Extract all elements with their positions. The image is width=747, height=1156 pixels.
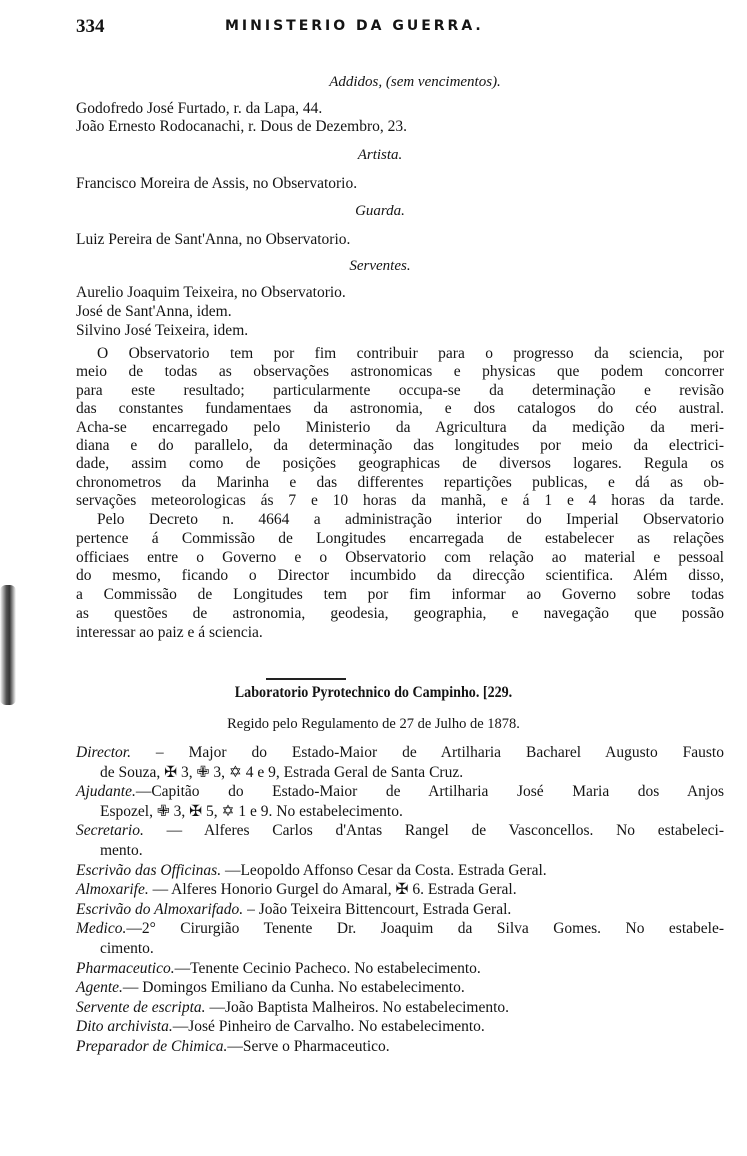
paragraph-line: das constantes fundamentaes da astronomia, e dos catalogos do céo austral. [76,400,724,418]
staff-details: —2° Cirurgião Tenente Dr. Joaquim da Silva Gomes. No estabele- [126,920,724,938]
list-item: Aurelio Joaquim Teixeira, no Observatorio. [76,284,346,301]
paragraph-line: officiaes entre o Governo e o Observatorio com relação ao material e pessoal [76,548,724,566]
staff-details: – Major do Estado-Maior de Artilharia Bacharel Augusto Fausto [130,744,724,761]
staff-role: Escrivão do Almoxarifado. [76,900,244,918]
staff-entry [76,782,724,801]
staff-role: Almoxarife. [76,881,149,899]
list-item: José de Sant'Anna, idem. [76,303,232,320]
section-title-artista: Artista. [357,147,403,163]
staff-entry [76,978,724,997]
staff-entry [76,919,724,938]
list-item: Luiz Pereira de Sant'Anna, no Observatorio. [76,231,351,248]
staff-details: —Serve o Pharmaceutico. [227,1038,390,1055]
paragraph-line: O Observatorio tem por fim contribuir para o progresso da sciencia, por [97,345,724,362]
staff-details: — Alferes Carlos d'Antas Rangel de Vasconcellos. No estabeleci- [143,822,724,840]
staff-details: — Alferes Honorio Gurgel do Amaral, ✠ 6. Estrada Geral. [148,881,517,899]
paragraph-line: a Commissão de Longitudes tem por fim informar ao Governo sobre todas [76,586,724,604]
staff-details: —João Baptista Malheiros. No estabelecimento. [205,998,510,1016]
section-title-addidos: Addidos, (sem vencimentos). [329,74,501,90]
paragraph-line: Pelo Decreto n. 4664 a administração interior do Imperial Observatorio [97,511,724,528]
staff-entry-continuation: mento. [100,842,143,859]
paragraph-line: para este resultado; particularmente occupa-se da determinação e revisão [76,381,724,399]
running-head: MINISTERIO DA GUERRA. [225,18,484,34]
section-divider [266,678,346,680]
paragraph-line: interessar ao paiz e á sciencia. [76,623,263,641]
staff-details: —José Pinheiro de Carvalho. No estabelecimento. [172,1018,485,1036]
list-item: João Ernesto Rodocanachi, r. Dous de Dezembro, 23. [76,118,408,135]
staff-entry [76,959,724,978]
page-number: 334 [76,16,105,37]
staff-entry [76,998,724,1017]
paragraph-line: pertence á Commissão de Longitudes encarregada de estabelecer as relações [76,529,724,547]
staff-role: Ajudante. [76,783,136,801]
staff-details: —Leopoldo Affonso Cesar da Costa. Estrada Geral. [221,861,547,879]
paragraph-line: meio de todas as observações astronomicas e physicas que podem concorrer [76,363,724,381]
list-item: Silvino José Teixeira, idem. [76,322,249,339]
paragraph-line: diana e do parallelo, da determinação das longitudes por meio da electrici- [76,437,724,454]
staff-entry-continuation: de Souza, ✠ 3, ✙ 3, ✡ 4 e 9, Estrada Geral de Santa Cruz. [100,763,464,781]
staff-role: Director. [76,744,131,761]
staff-role: Preparador de Chimica. [76,1038,228,1055]
paragraph-line: do mesmo, ficando o Director incumbido da direcção scientifica. Além disso, [76,567,724,585]
paragraph-line: dade, assim como de posições geographicas de diversos logares. Regula os [76,455,724,473]
list-item: Francisco Moreira de Assis, no Observatorio. [76,175,358,192]
staff-entry-continuation: Espozel, ✙ 3, ✠ 5, ✡ 1 e 9. No estabelecimento. [100,802,403,820]
paragraph-line: as questões de astronomia, geodesia, geographia, e navegação que possão [76,605,724,622]
staff-entry [76,861,724,880]
staff-details: — Domingos Emiliano da Cunha. No estabelecimento. [122,979,465,997]
staff-role: Escrivão das Officinas. [76,861,222,879]
staff-role: Pharmaceutico. [76,959,175,977]
staff-entry [76,1037,724,1056]
laboratorio-subtitle: Regido pelo Regulamento de 27 de Julho de 1878. [227,716,520,732]
list-item: Godofredo José Furtado, r. da Lapa, 44. [76,100,323,117]
staff-entry [76,821,724,840]
staff-details: —Tenente Cecinio Pacheco. No estabelecimento. [174,959,481,977]
section-title-serventes: Serventes. [349,258,411,274]
staff-role: Dito archivista. [76,1018,173,1036]
staff-entry [76,1017,724,1036]
paragraph-line: Acha-se encarregado pelo Ministerio da Agricultura da medição da meri- [76,418,724,436]
staff-role: Medico. [76,920,127,938]
staff-entry-continuation: cimento. [100,940,154,957]
staff-role: Servente de escripta. [76,998,206,1016]
section-title-guarda: Guarda. [355,203,405,219]
staff-details: —Capitão do Estado-Maior de Artilharia José Maria dos Anjos [135,783,724,801]
laboratorio-heading: Laboratorio Pyrotechnico do Campinho. [229. [234,684,513,701]
staff-details: – João Teixeira Bittencourt, Estrada Geral. [243,900,512,918]
staff-entry [76,743,724,762]
staff-role: Agente. [76,979,123,997]
staff-entry [76,900,724,919]
staff-entry [76,880,724,899]
scan-edge-shadow [0,585,16,705]
staff-role: Secretario. [76,822,144,840]
paragraph-line: chronometros da Marinha e das differentes repartições publicas, e dá as ob- [76,473,724,491]
paragraph-line: servações meteorologicas ás 7 e 10 horas da manhã, e á 1 e 4 horas da tarde. [76,492,724,510]
